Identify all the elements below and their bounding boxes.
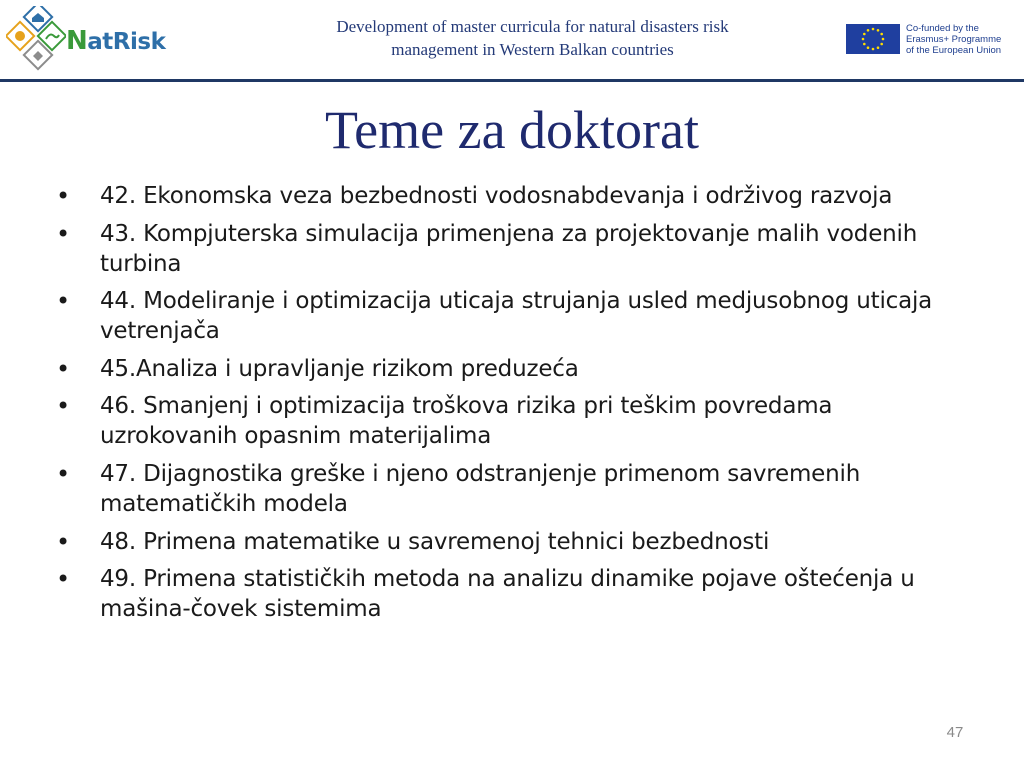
erasmus-cofunded-text (906, 23, 1018, 56)
topic-list (56, 181, 976, 632)
natrisk-wordmark-n: N (66, 26, 88, 56)
natrisk-wordmark-rest: atRisk (87, 29, 166, 55)
eu-flag-icon (846, 24, 900, 54)
natrisk-emblem-icon (6, 6, 66, 72)
eu-text-line2: Erasmus+ Programme (906, 34, 1002, 45)
list-item: • 42. Ekonomska veza bezbednosti vodosnabdevanja i održivog razvoja (56, 181, 976, 211)
project-title-line2: management in Western Balkan countries (391, 40, 674, 59)
eu-text-line3: of the European Union (906, 45, 1002, 56)
list-item: • 48. Primena matematike u savremenoj tehnici bezbednosti (56, 527, 976, 557)
list-item: • 44. Modeliranje i optimizacija uticaja strujanja usled medjusobnog uticaja vetrenjača (56, 286, 976, 346)
list-item: • 49. Primena statističkih metoda na analizu dinamike pojave oštećenja u mašina-čovek sistemima (56, 564, 976, 624)
project-title (250, 15, 815, 61)
list-item: • 43. Kompjuterska simulacija primenjena za projektovanje malih vodenih turbina (56, 219, 976, 279)
eu-text-line1: Co-funded by the (906, 23, 979, 34)
slide-header (0, 0, 1024, 80)
natrisk-wordmark (66, 28, 165, 54)
natrisk-logo (6, 6, 166, 72)
list-item: • 46. Smanjenj i optimizacija troškova rizika pri teškim povredama uzrokovanih opasnim materijalima (56, 391, 976, 451)
project-title-line1: Development of master curricula for natural disasters risk (336, 17, 729, 36)
slide-title: Teme za doktorat (324, 100, 700, 160)
header-divider (0, 79, 1024, 82)
list-item: • 47. Dijagnostika greške i njeno odstranjenje primenom savremenih matematičkih modela (56, 459, 976, 519)
page-number: 47 (946, 724, 964, 741)
list-item: • 45.Analiza i upravljanje rizikom preduzeća (56, 354, 976, 384)
